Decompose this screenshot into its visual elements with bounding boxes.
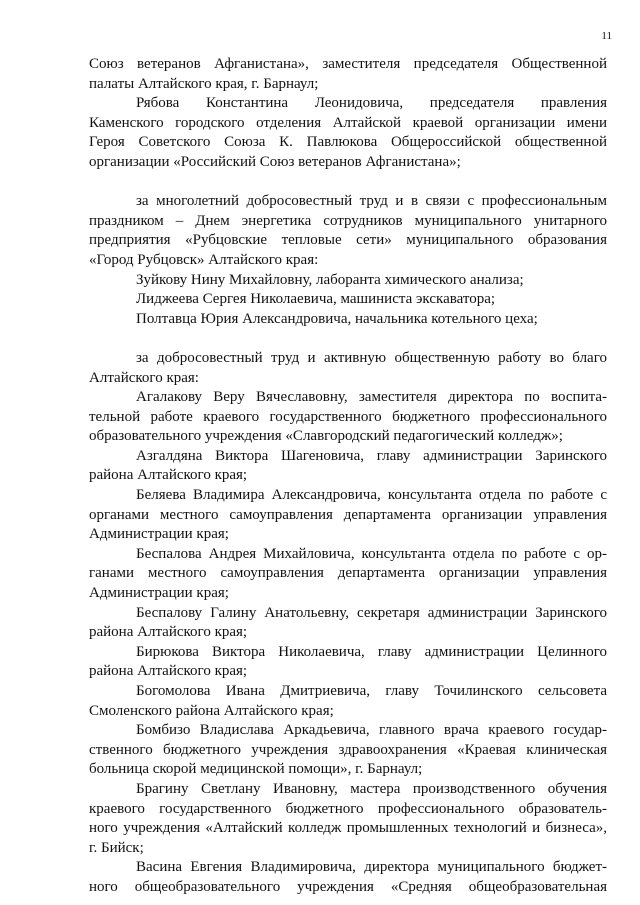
text-line: района Алтайского края;: [89, 467, 248, 484]
paragraph-gap: [89, 329, 607, 349]
text-line: района Алтайского края;: [89, 624, 248, 641]
paragraph-gap: [89, 173, 607, 193]
text-line: предприятия «Рубцовские тепловые сети» муниципального образования: [89, 232, 607, 249]
text-line: образовательного учреждения «Славгородский педагогический колледж»;: [89, 428, 563, 445]
document-body: [89, 55, 607, 898]
text-line: Богомолова Ивана Дмитриевича, главу Точилинского сельсовета: [136, 683, 607, 699]
text-line: Беляева Владимира Александровича, консультанта отдела по работе с: [136, 487, 607, 504]
text-line: Беспалову Галину Анатольевну, секретаря администрации Заринского: [136, 604, 607, 621]
text-line: ного общеобразовательного учреждения «Средняя общеобразовательная: [89, 878, 607, 895]
text-line: Каменского городского отделения Алтайской краевой организации имени: [89, 114, 607, 131]
text-line: Полтавца Юрия Александровича, начальника котельного цеха;: [136, 310, 538, 327]
text-line: Лиджеева Сергея Николаевича, машиниста экскаватора;: [136, 291, 496, 308]
text-line: за добросовестный труд и активную общественную работу во благо: [136, 349, 607, 366]
text-line: Алтайского края:: [89, 369, 199, 386]
text-line: организации «Российский Союз ветеранов Афганистана»;: [89, 153, 461, 170]
text-line: г. Бийск;: [89, 839, 144, 856]
text-line: за многолетний добросовестный труд и в связи с профессиональным: [136, 193, 607, 210]
text-line: Администрации края;: [89, 526, 229, 543]
text-line: Смоленского района Алтайского края;: [89, 702, 334, 719]
text-line: района Алтайского края;: [89, 663, 248, 680]
text-line: краевого государственного бюджетного профессионального образователь-: [89, 800, 607, 817]
text-line: Бирюкова Виктора Николаевича, главу администрации Целинного: [136, 643, 607, 660]
text-line: тельной работе краевого государственного бюджетного профессионального: [89, 408, 607, 425]
text-line: Агалакову Веру Вячеславовну, заместителя директора по воспита-: [136, 389, 607, 406]
text-line: Бомбизо Владислава Аркадьевича, главного врача краевого государ-: [136, 722, 607, 739]
text-line: ганами местного самоуправления департамента организации управления: [89, 565, 607, 582]
text-line: Союз ветеранов Афганистана», заместителя председателя Общественной: [89, 56, 607, 72]
text-line: праздником – Днем энергетика сотрудников муниципального унитарного: [89, 212, 607, 229]
text-line: Брагину Светлану Ивановну, мастера производственного обучения: [136, 780, 607, 797]
page-number: 11: [601, 30, 612, 42]
text-line: Администрации края;: [89, 585, 229, 602]
text-line: Азгалдяна Виктора Шагеновича, главу администрации Заринского: [136, 447, 607, 464]
text-line: палаты Алтайского края, г. Барнаул;: [89, 75, 319, 92]
text-line: органами местного самоуправления департамента организации управления: [89, 506, 607, 523]
text-line: Зуйкову Нину Михайловну, лаборанта химического анализа;: [136, 271, 524, 288]
text-line: Беспалова Андрея Михайловича, консультанта отдела по работе с ор-: [136, 545, 607, 562]
text-line: «Город Рубцовск» Алтайского края:: [89, 251, 319, 268]
text-line: больница скорой медицинской помощи», г. Барнаул;: [89, 761, 423, 778]
text-line: Васина Евгения Владимировича, директора муниципального бюджет-: [136, 859, 607, 876]
text-line: ственного бюджетного учреждения здравоохранения «Краевая клиническая: [89, 741, 607, 758]
text-line: Героя Советского Союза К. Павлюкова Общероссийской общественной: [89, 134, 607, 151]
text-line: ного учреждения «Алтайский колледж промышленных технологий и бизнеса»,: [89, 820, 607, 837]
text-line: Рябова Константина Леонидовича, председателя правления: [136, 95, 607, 112]
